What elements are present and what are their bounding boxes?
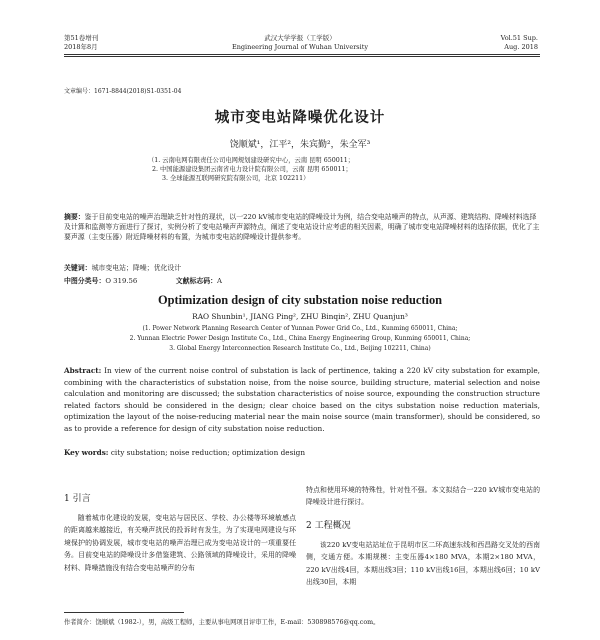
header-date-en: Aug. 2018 bbox=[504, 43, 538, 51]
affiliation-cn-3: 3. 全球能源互联网研究院有限公司，北京 102211） bbox=[162, 175, 310, 182]
classification-cn bbox=[64, 276, 222, 286]
title-en: Optimization design of city substation noise reduction bbox=[157, 293, 443, 307]
affiliations-en bbox=[0, 324, 600, 354]
authors-cn: 饶顺斌¹，江平²，朱宾勤²，朱全军³ bbox=[229, 140, 371, 150]
doc-code-value: A bbox=[217, 277, 223, 285]
clc-label: 中图分类号： bbox=[64, 277, 106, 285]
clc-value: O 319.56 bbox=[105, 277, 138, 285]
header-journal-en: Engineering Journal of Wuhan University bbox=[231, 43, 369, 51]
affiliations-cn bbox=[148, 156, 354, 183]
affiliation-en-3: 3. Global Energy Interconnection Research Institute Co., Ltd., Beijing 102211, China) bbox=[169, 345, 431, 352]
footnote-rule bbox=[64, 612, 184, 613]
keywords-en bbox=[64, 447, 305, 459]
title-cn: 城市变电站降噪优化设计 bbox=[214, 109, 386, 126]
header-volume-cn: 第51卷增刊 bbox=[64, 34, 99, 42]
abstract-en-label: Abstract: bbox=[64, 366, 102, 375]
doc-code-label: 文献标志码： bbox=[175, 277, 218, 285]
abstract-en-text: In view of the current noise control of substation is lack of pertinence, taking a 220 kV city substation for example, combining with the characteristics of substation noise, from the noise source, building structure, material selection and noise calculation and monitoring are discussed; the substation characteristics of noise source, expounding the construction structure related factors should be considered in the design; clear choice based on the citys substation noise reduction materials, optimization the layout of the noise-reducing material near the main noise source (main transformer), should be considered, so as to provide a reference for design of city substation noise reduction. bbox=[64, 366, 540, 433]
keywords-en-label: Key words: bbox=[64, 448, 109, 457]
affiliation-cn-2: 2. 中国能源建设集团云南省电力设计院有限公司，云南 昆明 650011； bbox=[152, 166, 352, 173]
section-2-text: 该220 kV变电站站址位于昆明市区二环高速东线和西昌路交叉处的西南侧，交通方便。本期规模：主变压器4×180 MVA，本期2×180 MVA，220 kV出线4回，本期出线3回；110 kV出线16回，本期出线6回；10 kV出线30回，本期 bbox=[306, 541, 540, 587]
section-1-heading: 1 引言 bbox=[64, 494, 91, 504]
keywords-cn bbox=[64, 263, 181, 273]
section-2-heading: 2 工程概况 bbox=[306, 521, 351, 531]
keywords-en-text: city substation; noise reduction; optimization design bbox=[110, 448, 306, 457]
header-volume-en: Vol.51 Sup. bbox=[500, 34, 538, 42]
right-intro-text: 特点和使用环境的特殊性，针对性不强。本文拟结合一220 kV城市变电站的降噪设计进行探讨。 bbox=[306, 486, 540, 507]
abstract-cn-label: 摘要： bbox=[64, 213, 85, 221]
footnote-author-bio: 作者简介：饶顺斌（1982-），男，高级工程师，主要从事电网项目评审工作，E-mail：530898576@qq.com。 bbox=[64, 619, 380, 626]
header-rule bbox=[64, 54, 540, 55]
article-number: 文章编号：1671-8844(2018)S1-0351-04 bbox=[64, 88, 182, 95]
section-1-text: 随着城市化建设的发展，变电站与居民区、学校、办公楼等环境敏感点的距离越来越接近，有关噪声扰民的投诉时有发生，为了实现电网建设与环境保护的协调发展，城市变电站的噪声治理已成为变电站设计的一项重要任务。目前变电站的降噪设计多借鉴建筑、公路领域的降噪设计，采用的降噪材料、降噪措施没有结合变电站噪声的分布 bbox=[64, 514, 296, 572]
affiliation-cn-1: （1. 云南电网有限责任公司电网规划建设研究中心，云南 昆明 650011； bbox=[148, 157, 355, 164]
affiliation-en-1: (1. Power Network Planning Research Center of Yunnan Power Grid Co., Ltd., Kunming 650011, China; bbox=[142, 325, 458, 332]
authors-en: RAO Shunbin¹, JIANG Ping², ZHU Binqin², ZHU Quanjun³ bbox=[192, 312, 408, 321]
affiliation-en-2: 2. Yunnan Electric Power Design Institute Co., Ltd., China Energy Engineering Group, Kunming 650011, China; bbox=[129, 335, 471, 342]
abstract-en bbox=[64, 365, 540, 435]
keywords-cn-label: 关键词： bbox=[64, 264, 92, 272]
abstract-cn bbox=[64, 212, 540, 242]
header-rule-double bbox=[64, 56, 540, 57]
abstract-cn-text: 鉴于目前变电站的噪声治理缺乏针对性的现状，以一220 kV城市变电站的降噪设计为例，结合变电站噪声的特点，从声源、建筑结构、降噪材料选择及计算和监测等方面进行了探讨，实例分析了变电站噪声声源特点，阐述了变电站设计应考虑的相关因素，明确了城市变电站降噪材料的选择依据，优化了主要声源（主变压器）附近降噪材料的布置，为城市变电站的降噪设计提供参考。 bbox=[64, 213, 540, 241]
keywords-cn-text: 城市变电站；降噪；优化设计 bbox=[91, 264, 182, 272]
header-date-cn: 2018年8月 bbox=[64, 43, 98, 51]
header-journal-cn: 武汉大学学报（工学版） bbox=[264, 34, 336, 42]
